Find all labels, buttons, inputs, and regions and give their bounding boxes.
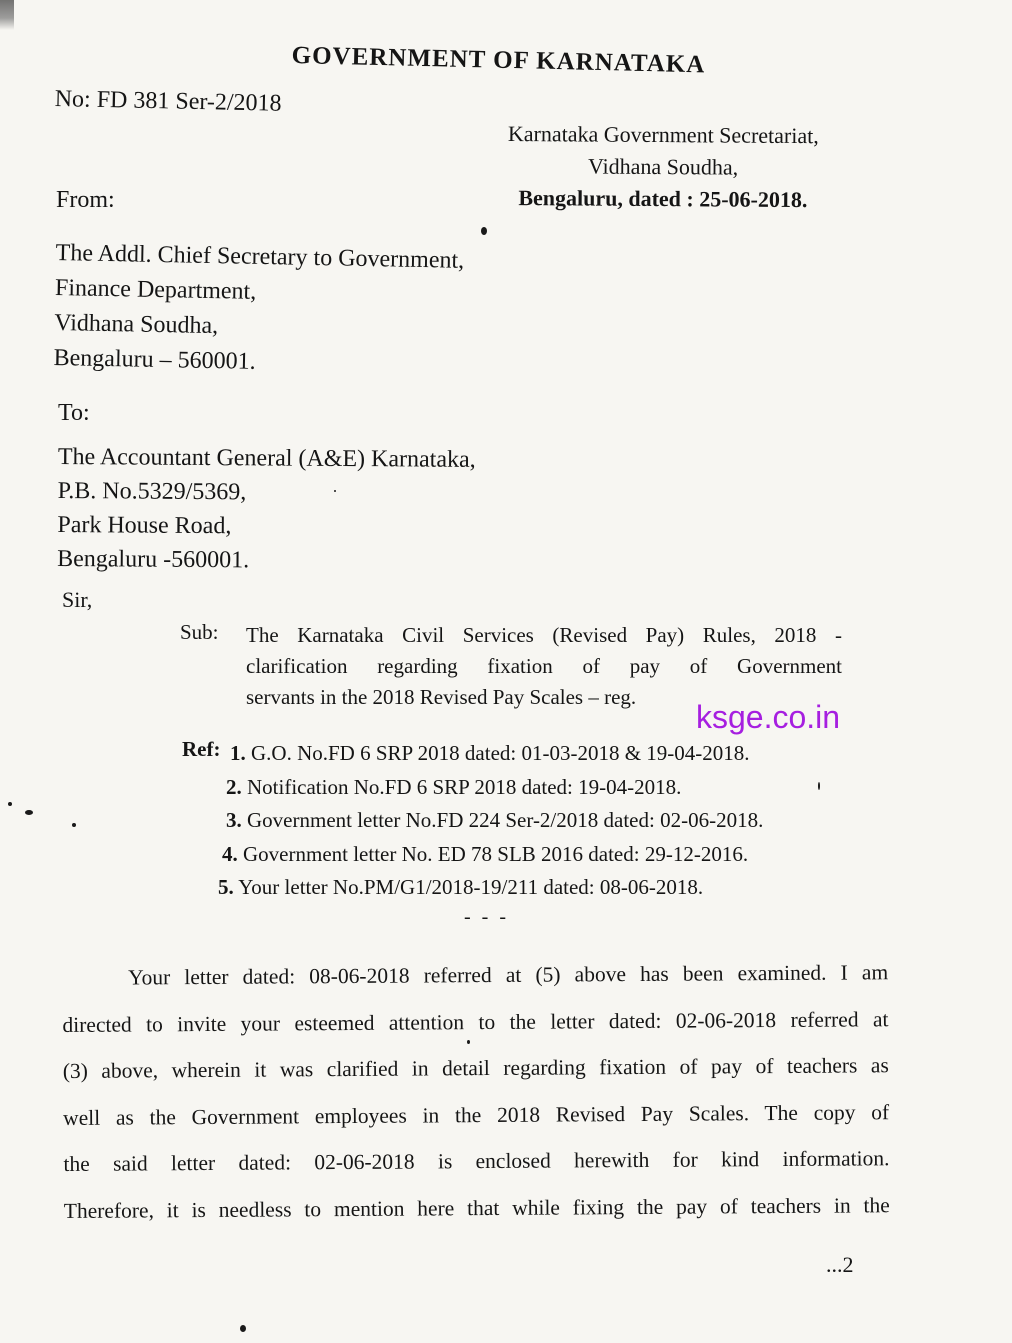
sender-address-line: Vidhana Soudha, (587, 153, 739, 180)
sender-address-block (507, 118, 819, 216)
from-address-line: Vidhana Soudha, (54, 309, 219, 340)
from-address (53, 236, 464, 384)
subject-line: servants in the 2018 Revised Pay Scales – reg. (246, 685, 637, 709)
scan-corner-mark (0, 0, 14, 30)
section-separator: - - - (464, 906, 509, 928)
from-address-line: Bengaluru – 560001. (53, 344, 256, 375)
scan-speck (72, 823, 76, 827)
scan-speck (481, 227, 487, 235)
reference-text: Notification No.FD 6 SRP 2018 dated: 19-04-2018. (247, 774, 682, 799)
reference-text: Your letter No.PM/G1/2018-19/211 dated: 08-06-2018. (238, 875, 704, 899)
to-label: To: (58, 400, 90, 426)
to-address-line: Bengaluru -560001. (57, 545, 250, 574)
references-list (182, 737, 763, 905)
references-label: Ref: (182, 737, 221, 761)
watermark-link: ksge.co.in (696, 699, 841, 735)
reference-number: 4. (222, 841, 238, 866)
from-label: From: (56, 187, 115, 213)
from-address-line: The Addl. Chief Secretary to Government, (55, 239, 465, 274)
reference-text: Government letter No. ED 78 SLB 2016 dated: 29-12-2016. (243, 841, 749, 866)
body-line: the said letter dated: 02-06-2018 is enclosed herewith for kind information. (63, 1146, 890, 1176)
scan-speck (8, 802, 12, 806)
reference-text: Government letter No.FD 224 Ser-2/2018 dated: 02-06-2018. (247, 808, 764, 832)
body-paragraph (62, 949, 890, 1234)
from-address-line: Finance Department, (54, 274, 257, 305)
salutation: Sir, (62, 587, 93, 612)
subject-line: The Karnataka Civil Services (Revised Pay) Rules, 2018 - (246, 623, 842, 647)
reference-number: 1. (230, 741, 246, 765)
reference-item (182, 737, 763, 771)
body-line: Your letter dated: 08-06-2018 referred at (5) above has been examined. I am (128, 960, 889, 990)
scan-speck (25, 810, 33, 815)
to-address-line: The Accountant General (A&E) Karnataka, (57, 443, 476, 473)
reference-number: 5. (218, 875, 234, 899)
page-continuation: ...2 (826, 1252, 854, 1277)
body-line: directed to invite your esteemed attention to the letter dated: 02-06-2018 referred at (62, 1006, 889, 1037)
to-address-line: P.B. No.5329/5369, (57, 477, 247, 506)
reference-text: G.O. No.FD 6 SRP 2018 dated: 01-03-2018 & 19-04-2018. (251, 741, 750, 765)
reference-item (182, 838, 763, 872)
reference-item (182, 804, 763, 838)
reference-number: 3. (226, 808, 242, 832)
scan-speck (240, 1325, 246, 1332)
letter-number: No: FD 381 Ser-2/2018 (54, 86, 282, 117)
reference-item (182, 871, 763, 905)
subject-line: clarification regarding fixation of pay of Government (246, 654, 842, 678)
body-line: well as the Government employees in the 2018 Revised Pay Scales. The copy of (63, 1099, 890, 1130)
to-address (57, 440, 476, 579)
sender-address-line: Karnataka Government Secretariat, (507, 120, 819, 149)
reference-number: 2. (226, 774, 242, 799)
reference-item (182, 771, 763, 805)
to-address-line: Park House Road, (57, 511, 232, 540)
scan-speck (467, 1040, 470, 1044)
letter-date: Bengaluru, dated : 25-06-2018. (518, 185, 808, 213)
scan-speck (818, 782, 820, 790)
body-line: Therefore, it is needless to mention here that while fixing the pay of teachers in the (63, 1192, 890, 1223)
scan-speck (334, 490, 336, 492)
subject-label: Sub: (180, 620, 219, 644)
body-line: (3) above, wherein it was clarified in detail regarding fixation of pay of teachers as (62, 1053, 889, 1083)
document-title: GOVERNMENT OF KARNATAKA (291, 42, 706, 79)
